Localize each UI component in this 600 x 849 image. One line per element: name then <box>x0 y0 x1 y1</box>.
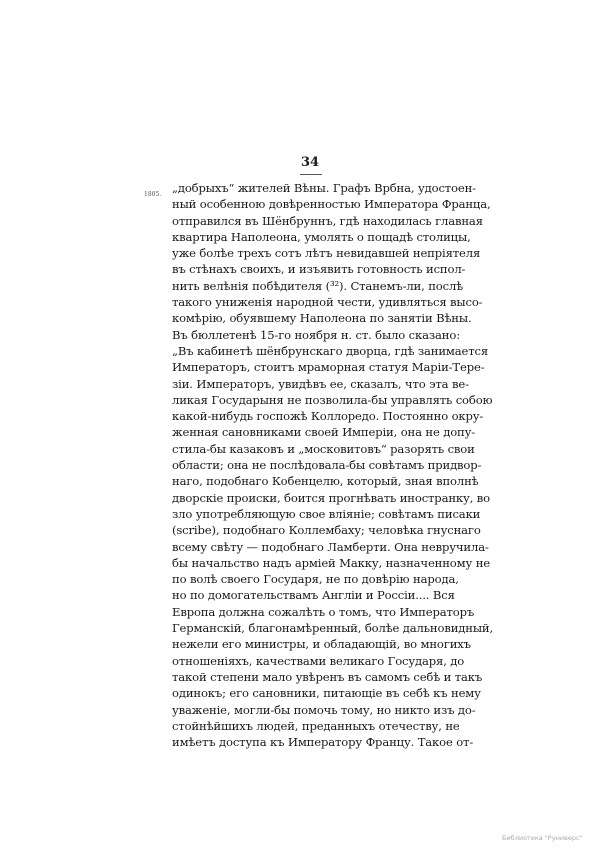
page-number-rule <box>300 174 322 175</box>
text-line: Европа должна сожалѣть о томъ, что Императоръ <box>172 604 475 619</box>
text-line: бы начальство надъ арміей Макку, назначенному не <box>172 555 491 570</box>
text-line: дворскіе происки, боится прогнѣвать иностранку, во <box>172 490 490 505</box>
text-line: „Въ кабинетѣ шёнбрунскаго дворца, гдѣ занимается <box>172 343 489 358</box>
text-line: Въ бюллетенѣ 15-го ноября н. ст. было сказано: <box>172 327 460 342</box>
text-line: какой-нибудь госпожѣ Коллоредо. Постоянно окру- <box>172 409 484 424</box>
text-line: „добрыхъ“ жителей Вѣны. Графъ Врбна, удостоен- <box>172 181 476 195</box>
text-line: нежели его министры, и обладающій, во многихъ <box>172 637 471 652</box>
text-line: Императоръ, стоитъ мраморная статуя Маріи-Tере- <box>172 360 485 375</box>
text-line: стила-бы казаковъ и „московитовъ“ разорять свои <box>172 441 475 456</box>
text-line: ликая Государыня не позволила-бы управлять собою <box>172 392 493 407</box>
text-line: (scribe), подобнаго Коллембаху; человѣка гнуснаго <box>172 523 481 538</box>
text-line: зіи. Императоръ, увидѣвъ ее, сказалъ, что эта ве- <box>172 376 469 391</box>
text-line: квартира Наполеона, умолять о пощадѣ столицы, <box>172 229 471 244</box>
text-line: отношеніяхъ, качествами великаго Государя, до <box>172 653 465 668</box>
text-line: уже болѣе трехъ сотъ лѣтъ невидавшей непріятеля <box>172 246 481 261</box>
text-line: имѣетъ доступа къ Императору Францу. Такое от- <box>172 735 474 750</box>
text-line: такого униженія народной чести, удивляться высо- <box>172 295 483 310</box>
text-line: комѣрію, обуявшему Наполеона по занятіи Вѣны. <box>172 311 472 326</box>
text-line: такой степени мало увѣренъ въ самомъ себѣ и такъ <box>172 669 483 684</box>
text-line: одинокъ; его сановники, питающіе въ себѣ къ нему <box>172 686 481 701</box>
text-line: наго, подобнаго Кобенцелю, который, зная вполнѣ <box>172 474 479 489</box>
text-line: женная сановниками своей Имперіи, она не допу- <box>172 425 476 440</box>
text-line: области; она не послѣдовала-бы совѣтамъ придвор- <box>172 458 482 473</box>
watermark: Библиотека "Руниверс" <box>502 834 583 842</box>
text-line: нить велѣнія побѣдителя (³²). Станемъ-ли, послѣ <box>172 278 464 293</box>
text-line: стойнѣйшихъ людей, преданныхъ отечеству, не <box>172 718 460 733</box>
text-line: всему свѣту — подобнаго Ламберти. Она невручила- <box>172 539 489 554</box>
text-line: отправился въ Шёнбруннъ, гдѣ находилась главная <box>172 213 483 228</box>
text-line: уваженіе, могли-бы помочь тому, но никто изъ до- <box>172 702 476 717</box>
text-line: но по домогательствамъ Англіи и Россіи.... Вся <box>172 588 455 603</box>
text-line: ный особенною довѣренностью Императора Франца, <box>172 197 491 212</box>
text-line: по волѣ своего Государя, не по довѣрію народа, <box>172 572 459 587</box>
text-line: зло употребляющую свое вліяніе; совѣтамъ писаки <box>172 506 481 521</box>
margin-year-note: 1805. <box>144 191 162 198</box>
page-number: 34 <box>300 155 320 170</box>
text-line: Германскій, благонамѣренный, болѣе дальновидный, <box>172 621 494 636</box>
text-line: въ стѣнахъ своихъ, и изъявить готовность испол- <box>172 262 466 277</box>
body-text <box>172 180 494 750</box>
